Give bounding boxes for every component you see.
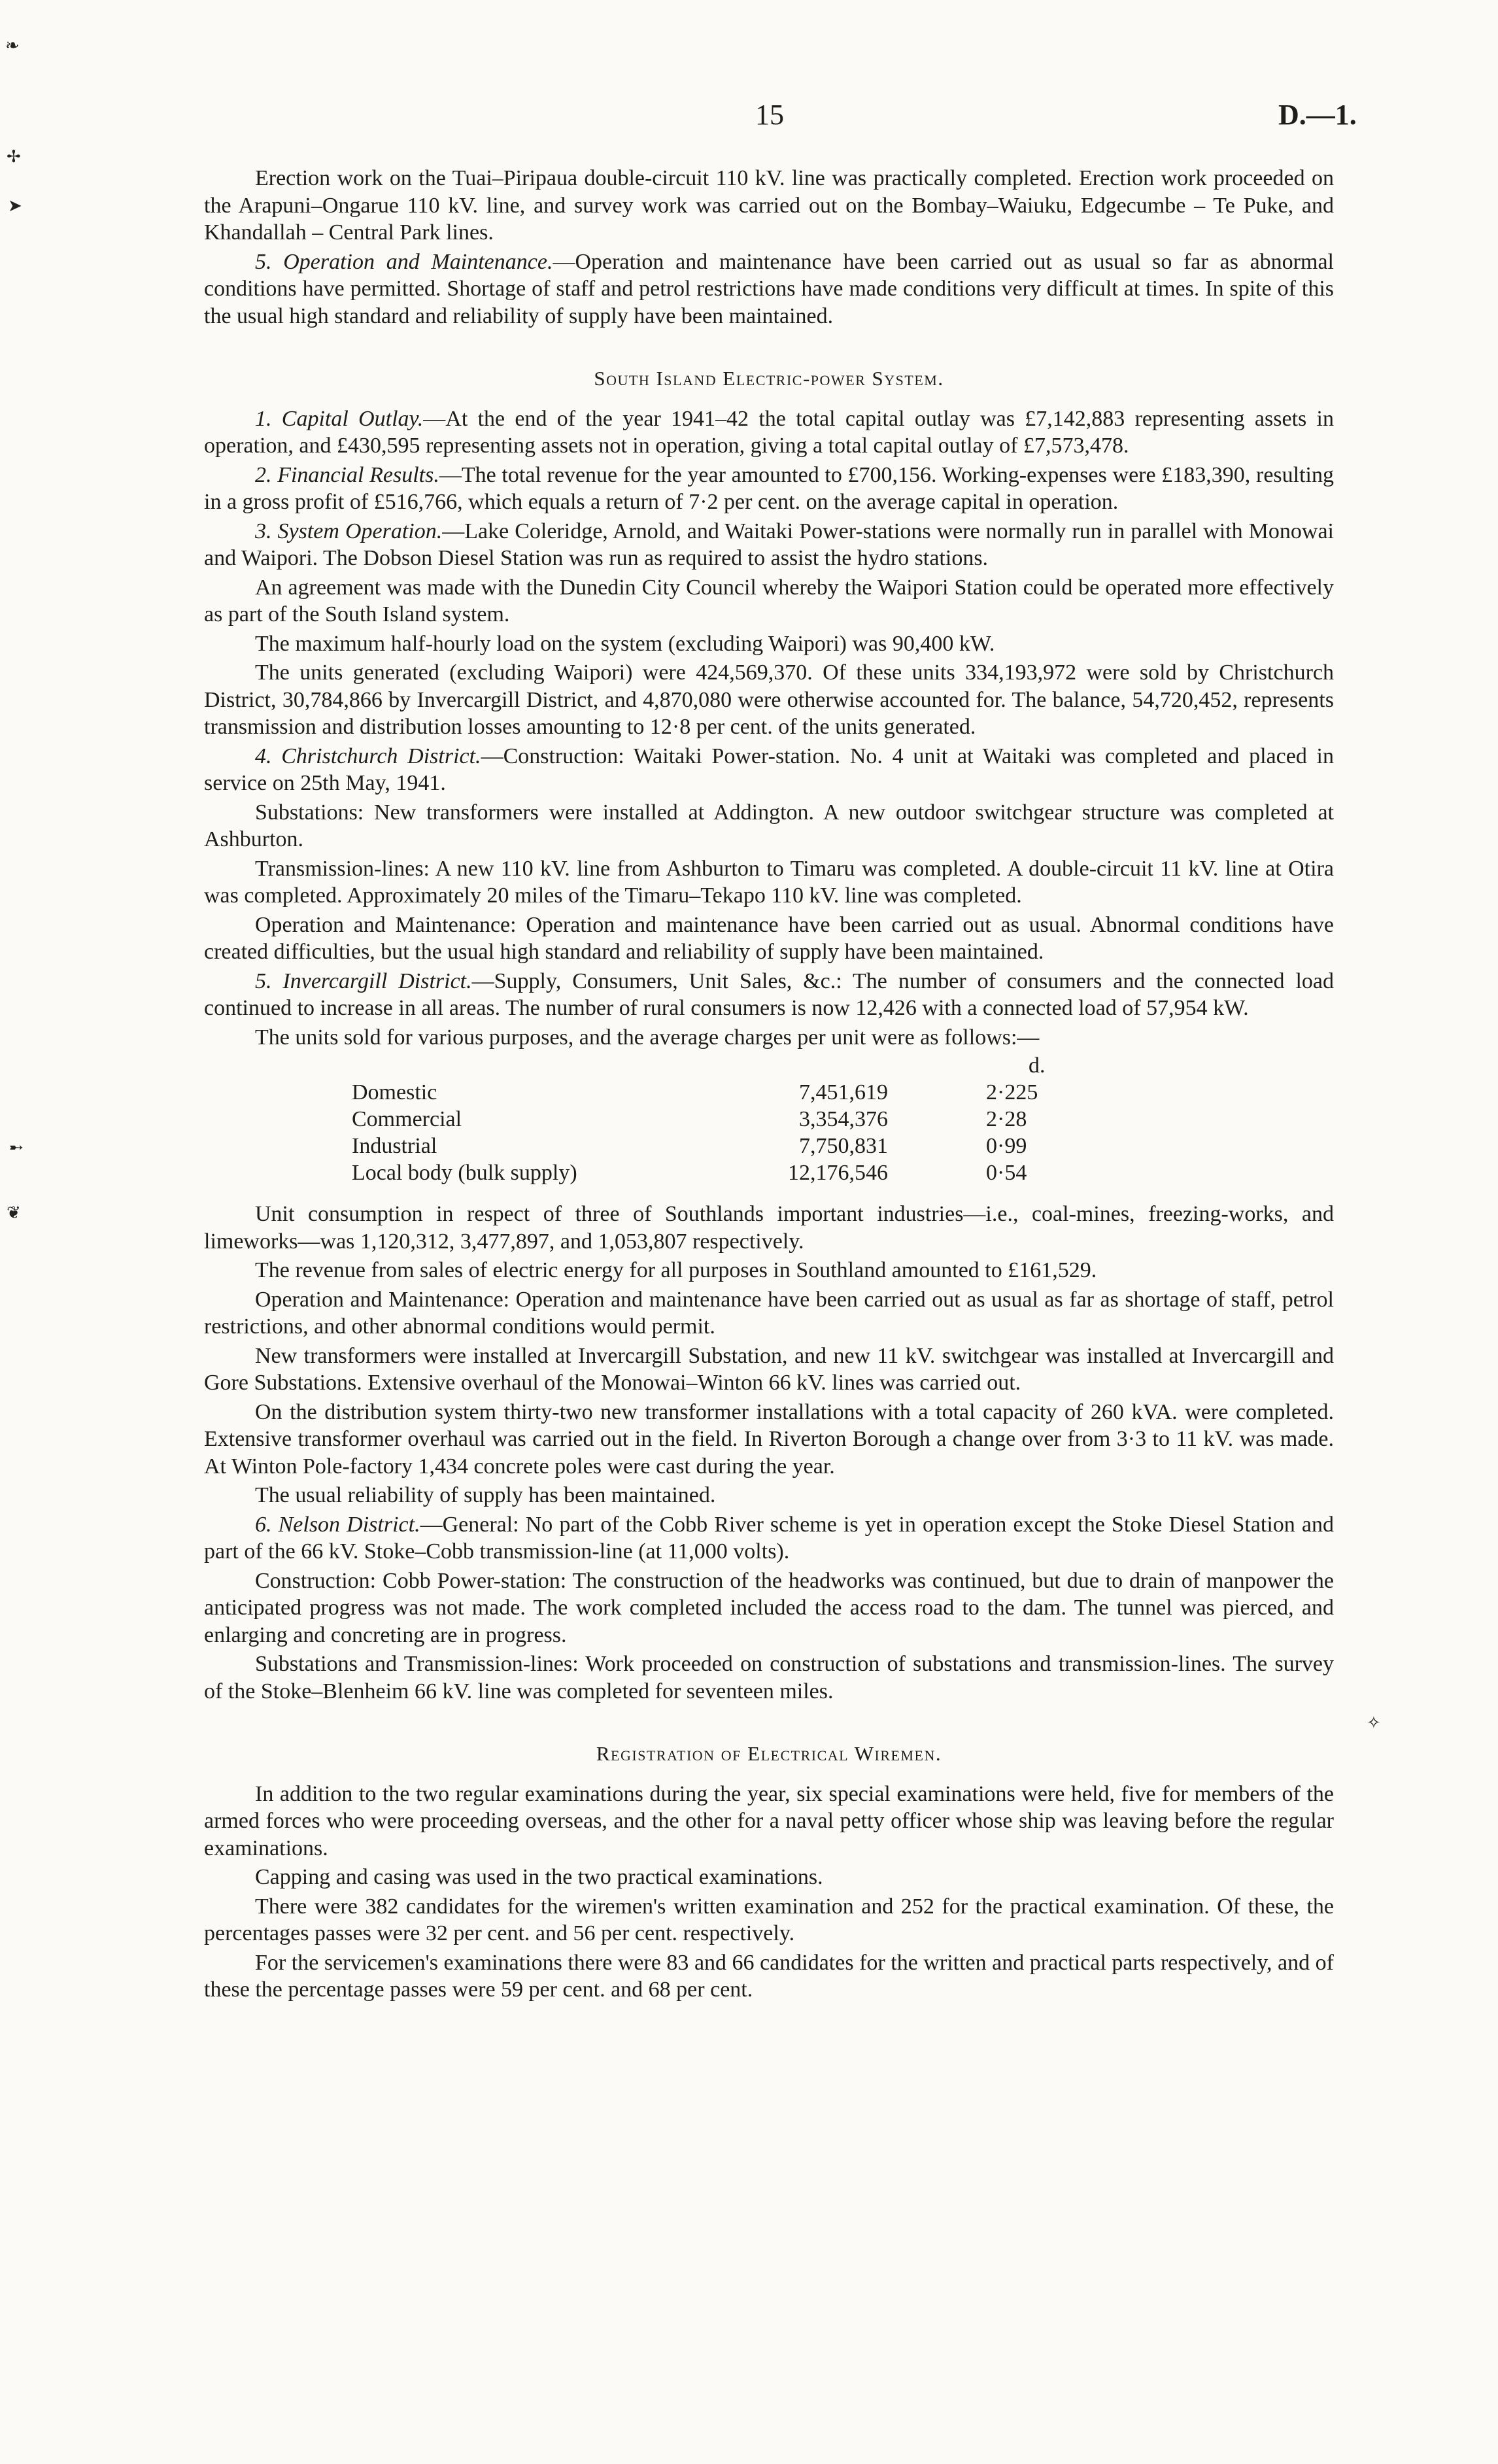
paragraph: There were 382 candidates for the wiremen's written examination and 252 for the practical examination. Of these, the percentages passes were 32 per cent. and 56 per cent. respectively. xyxy=(204,1894,1334,1945)
category-cell: Local body (bulk supply) xyxy=(352,1161,577,1185)
margin-mark: ➸ xyxy=(9,1138,24,1157)
paragraph xyxy=(204,743,1334,797)
paragraph: The usual reliability of supply has been maintained. xyxy=(255,1483,716,1507)
paragraph-text: —Operation and maintenance have been carried out as usual so far as abnormal conditions have permitted. Shortage of staff and petrol restrictions have made conditions very difficult at times. In spite of this the usual high standard and reliability of supply have been maintained. xyxy=(204,249,1334,328)
margin-mark: ✢ xyxy=(7,147,21,167)
paragraph: The units sold for various purposes, and the average charges per unit were as follows:— xyxy=(255,1025,1040,1050)
paragraph-label: 3. System Operation. xyxy=(255,519,443,543)
paragraph: For the servicemen's examinations there were 83 and 66 candidates for the written and practical parts respectively, and of these the percentage passes were 59 per cent. and 68 per cent. xyxy=(204,1950,1334,2002)
page-number: 15 xyxy=(755,99,784,131)
margin-mark: ✧ xyxy=(1367,1713,1381,1733)
paragraph xyxy=(204,518,1334,572)
paragraph: Erection work on the Tuai–Piripaua double-circuit 110 kV. line was practically completed. Erection work proceeded on the Arapuni–Ongarue 110 kV. line, and survey work was carried out on the Bombay–Waiuku, Edgecumbe – Te Puke, and Khandallah – Central Park lines. xyxy=(204,166,1334,245)
margin-mark: ➤ xyxy=(8,196,22,216)
units-cell: 3,354,376 xyxy=(799,1107,888,1131)
paragraph: Unit consumption in respect of three of Southlands important industries—i.e., coal-mines, freezing-works, and limeworks—was 1,120,312, 3,477,897, and 1,053,807 respectively. xyxy=(204,1202,1334,1254)
category-cell: Domestic xyxy=(352,1080,437,1104)
paragraph: Substations: New transformers were installed at Addington. A new outdoor switchgear structure was completed at Ashburton. xyxy=(204,800,1334,851)
paragraph-text: —The total revenue for the year amounted to £700,156. Working-expenses were £183,390, resulting in a gross profit of £516,766, which equals a return of 7·2 per cent. on the average capital in operation. xyxy=(204,462,1334,514)
paragraph-label: 5. Invercargill District. xyxy=(255,968,472,993)
paragraph-text: —Supply, Consumers, Unit Sales, &c.: The number of consumers and the connected load continued to increase in all areas. The number of rural consumers is now 12,426 with a connected load of 57,954 kW. xyxy=(204,968,1334,1020)
margin-mark: ❦ xyxy=(7,1203,21,1223)
paragraph xyxy=(204,462,1334,516)
paragraph: Operation and Maintenance: Operation and maintenance have been carried out as usual as far as shortage of staff, petrol restrictions, and other abnormal conditions would permit. xyxy=(204,1287,1334,1339)
paragraph-label: 5. Operation and Maintenance. xyxy=(255,249,553,274)
rate-column-header: d. xyxy=(1029,1053,1046,1078)
table-row xyxy=(352,1159,1117,1186)
paragraph-label: 1. Capital Outlay. xyxy=(255,406,424,431)
table-row xyxy=(352,1079,1117,1106)
rate-cell: 0·99 xyxy=(986,1134,1027,1158)
document-code: D.—1. xyxy=(1278,99,1357,131)
paragraph: Capping and casing was used in the two practical examinations. xyxy=(255,1865,823,1889)
paragraph-text: —Lake Coleridge, Arnold, and Waitaki Power-stations were normally run in parallel with Monowai and Waipori. The Dobson Diesel Station was run as required to assist the hydro stations. xyxy=(204,519,1335,570)
units-sold-table xyxy=(352,1053,1117,1186)
paragraph-label: 2. Financial Results. xyxy=(255,462,439,487)
paragraph-label: 6. Nelson District. xyxy=(255,1512,420,1537)
paragraph: In addition to the two regular examinations during the year, six special examinations were held, five for members of the armed forces who were proceeding overseas, and the other for a naval petty officer whose ship was leaving before the regular examinations. xyxy=(204,1781,1334,1860)
rate-cell: 0·54 xyxy=(986,1161,1027,1185)
paragraph: An agreement was made with the Dunedin City Council whereby the Waipori Station could be operated more effectively as part of the South Island system. xyxy=(204,575,1334,626)
paragraph: The revenue from sales of electric energy for all purposes in Southland amounted to £161,529. xyxy=(255,1258,1097,1282)
paragraph-text: —General: No part of the Cobb River scheme is yet in operation except the Stoke Diesel Station and part of the 66 kV. Stoke–Cobb transmission-line (at 11,000 volts). xyxy=(204,1512,1335,1564)
units-cell: 7,750,831 xyxy=(799,1134,888,1158)
paragraph: The units generated (excluding Waipori) were 424,569,370. Of these units 334,193,972 were sold by Christchurch District, 30,784,866 by Invercargill District, and 4,870,080 were otherwise accounted for. The balance, 54,720,452, represents transmission and distribution losses amounting to 12·8 per cent. of the units generated. xyxy=(204,660,1334,739)
paragraph xyxy=(204,968,1334,1022)
category-cell: Industrial xyxy=(352,1134,437,1158)
rate-cell: 2·28 xyxy=(986,1107,1027,1131)
paragraph: The maximum half-hourly load on the system (excluding Waipori) was 90,400 kW. xyxy=(255,631,995,656)
units-cell: 7,451,619 xyxy=(799,1080,888,1104)
paragraph xyxy=(204,1511,1334,1566)
margin-mark: ❧ xyxy=(5,36,20,56)
document-body xyxy=(204,165,1334,2006)
paragraph-text: —Construction: Waitaki Power-station. No. 4 unit at Waitaki was completed and placed in service on 25th May, 1941. xyxy=(204,744,1335,795)
paragraph: Operation and Maintenance: Operation and maintenance have been carried out as usual. Abnormal conditions have created difficulties, but the usual high standard and reliability of supply have been maintained. xyxy=(204,912,1334,964)
paragraph: Transmission-lines: A new 110 kV. line from Ashburton to Timaru was completed. A double-circuit 11 kV. line at Otira was completed. Approximately 20 miles of the Timaru–Tekapo 110 kV. line was completed. xyxy=(204,856,1334,908)
paragraph xyxy=(204,405,1334,460)
paragraph: Construction: Cobb Power-station: The construction of the headworks was continued, but due to drain of manpower the anticipated progress was not made. The work completed included the access road to the dam. The tunnel was pierced, and enlarging and concreting are in progress. xyxy=(204,1568,1334,1647)
category-cell: Commercial xyxy=(352,1107,462,1131)
paragraph-label: 4. Christchurch District. xyxy=(255,744,481,768)
section-heading-south-island: South Island Electric-power System. xyxy=(594,367,944,390)
paragraph: On the distribution system thirty-two new transformer installations with a total capacity of 260 kVA. were completed. Extensive transformer overhaul was carried out in the field. In Riverton Borough a change over from 3·3 to 11 kV. was made. At Winton Pole-factory 1,434 concrete poles were cast during the year. xyxy=(204,1399,1334,1479)
paragraph: Substations and Transmission-lines: Work proceeded on construction of substations and transmission-lines. The survey of the Stoke–Blenheim 66 kV. line was completed for seventeen miles. xyxy=(204,1652,1334,1703)
section-heading-wiremen: Registration of Electrical Wiremen. xyxy=(596,1742,942,1765)
paragraph-text: —At the end of the year 1941–42 the total capital outlay was £7,142,883 representing assets in operation, and £430,595 representing assets not in operation, giving a total capital outlay of £7,573,478. xyxy=(204,406,1334,458)
units-cell: 12,176,546 xyxy=(788,1161,888,1185)
table-header-row xyxy=(352,1053,1117,1079)
paragraph: New transformers were installed at Invercargill Substation, and new 11 kV. switchgear was installed at Invercargill and Gore Substations. Extensive overhaul of the Monowai–Winton 66 kV. lines was carried out. xyxy=(204,1343,1334,1395)
rate-cell: 2·225 xyxy=(986,1080,1038,1104)
paragraph xyxy=(204,248,1334,330)
table-row xyxy=(352,1106,1117,1133)
page-header xyxy=(0,98,1498,137)
table-row xyxy=(352,1133,1117,1159)
